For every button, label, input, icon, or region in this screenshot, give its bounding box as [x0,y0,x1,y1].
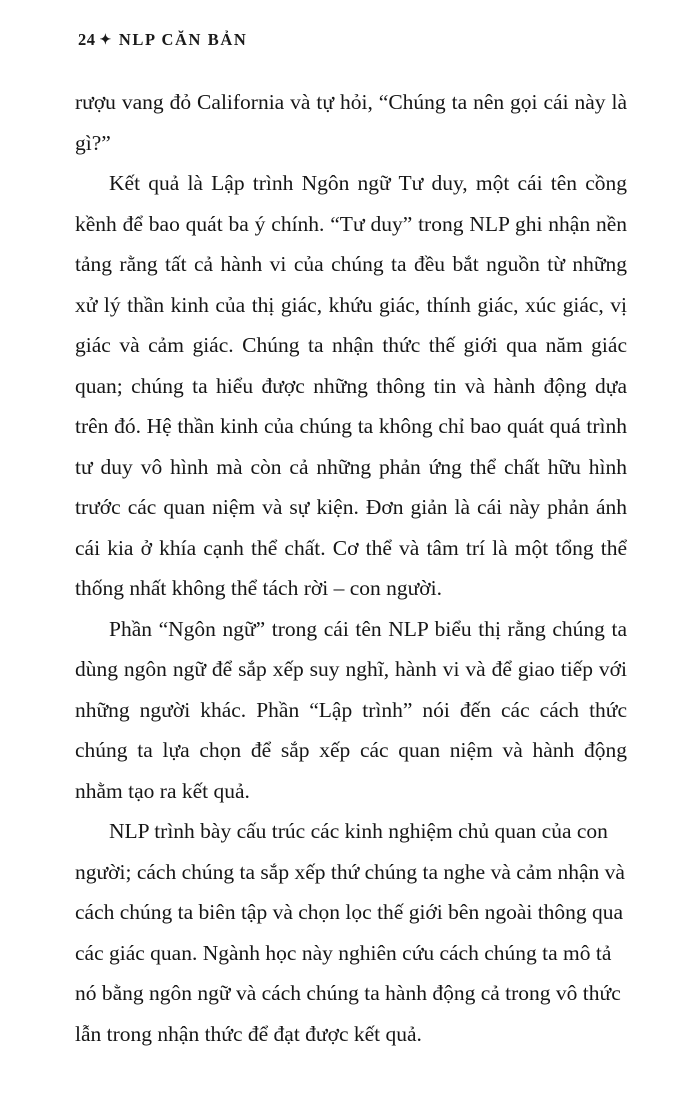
running-head [78,30,247,50]
paragraph: Kết quả là Lập trình Ngôn ngữ Tư duy, một cái tên cồng kềnh để bao quát ba ý chính. “Tư duy” trong NLP ghi nhận nền tảng rằng tất cả hành vi của chúng ta đều bắt nguồn từ những xử lý thần kinh của thị giác, khứu giác, thính giác, xúc giác, vị giác và cảm giác. Chúng ta nhận thức thế giới qua năm giác quan; chúng ta hiểu được những thông tin và hành động dựa trên đó. Hệ thần kinh của chúng ta không chỉ bao quát quá trình tư duy vô hình mà còn cả những phản ứng thể chất hữu hình trước các quan niệm và sự kiện. Đơn giản là cái này phản ánh cái kia ở khía cạnh thể chất. Cơ thể và tâm trí là một tổng thể thống nhất không thể tách rời – con người. [75,171,627,600]
body-text [75,82,627,1054]
running-head-title: NLP CĂN BẢN [118,30,248,49]
page-number: 24 [78,30,96,49]
paragraph: NLP trình bày cấu trúc các kinh nghiệm chủ quan của con người; cách chúng ta sắp xếp thứ chúng ta nghe và cảm nhận và cách chúng ta biên tập và chọn lọc thế giới bên ngoài thông qua các giác quan. Ngành học này nghiên cứu cách chúng ta mô tả nó bằng ngôn ngữ và cách chúng ta hành động cả trong vô thức lẫn trong nhận thức để đạt được kết quả. [75,819,625,1046]
paragraph-continued: rượu vang đỏ California và tự hỏi, “Chúng ta nên gọi cái này là gì?” [75,90,627,155]
diamond-separator-icon: ✦ [99,33,113,48]
paragraph: Phần “Ngôn ngữ” trong cái tên NLP biểu thị rằng chúng ta dùng ngôn ngữ để sắp xếp suy nghĩ, hành vi và để giao tiếp với những người khác. Phần “Lập trình” nói đến các cách thức chúng ta lựa chọn để sắp xếp các quan niệm và hành động nhằm tạo ra kết quả. [75,616,627,803]
